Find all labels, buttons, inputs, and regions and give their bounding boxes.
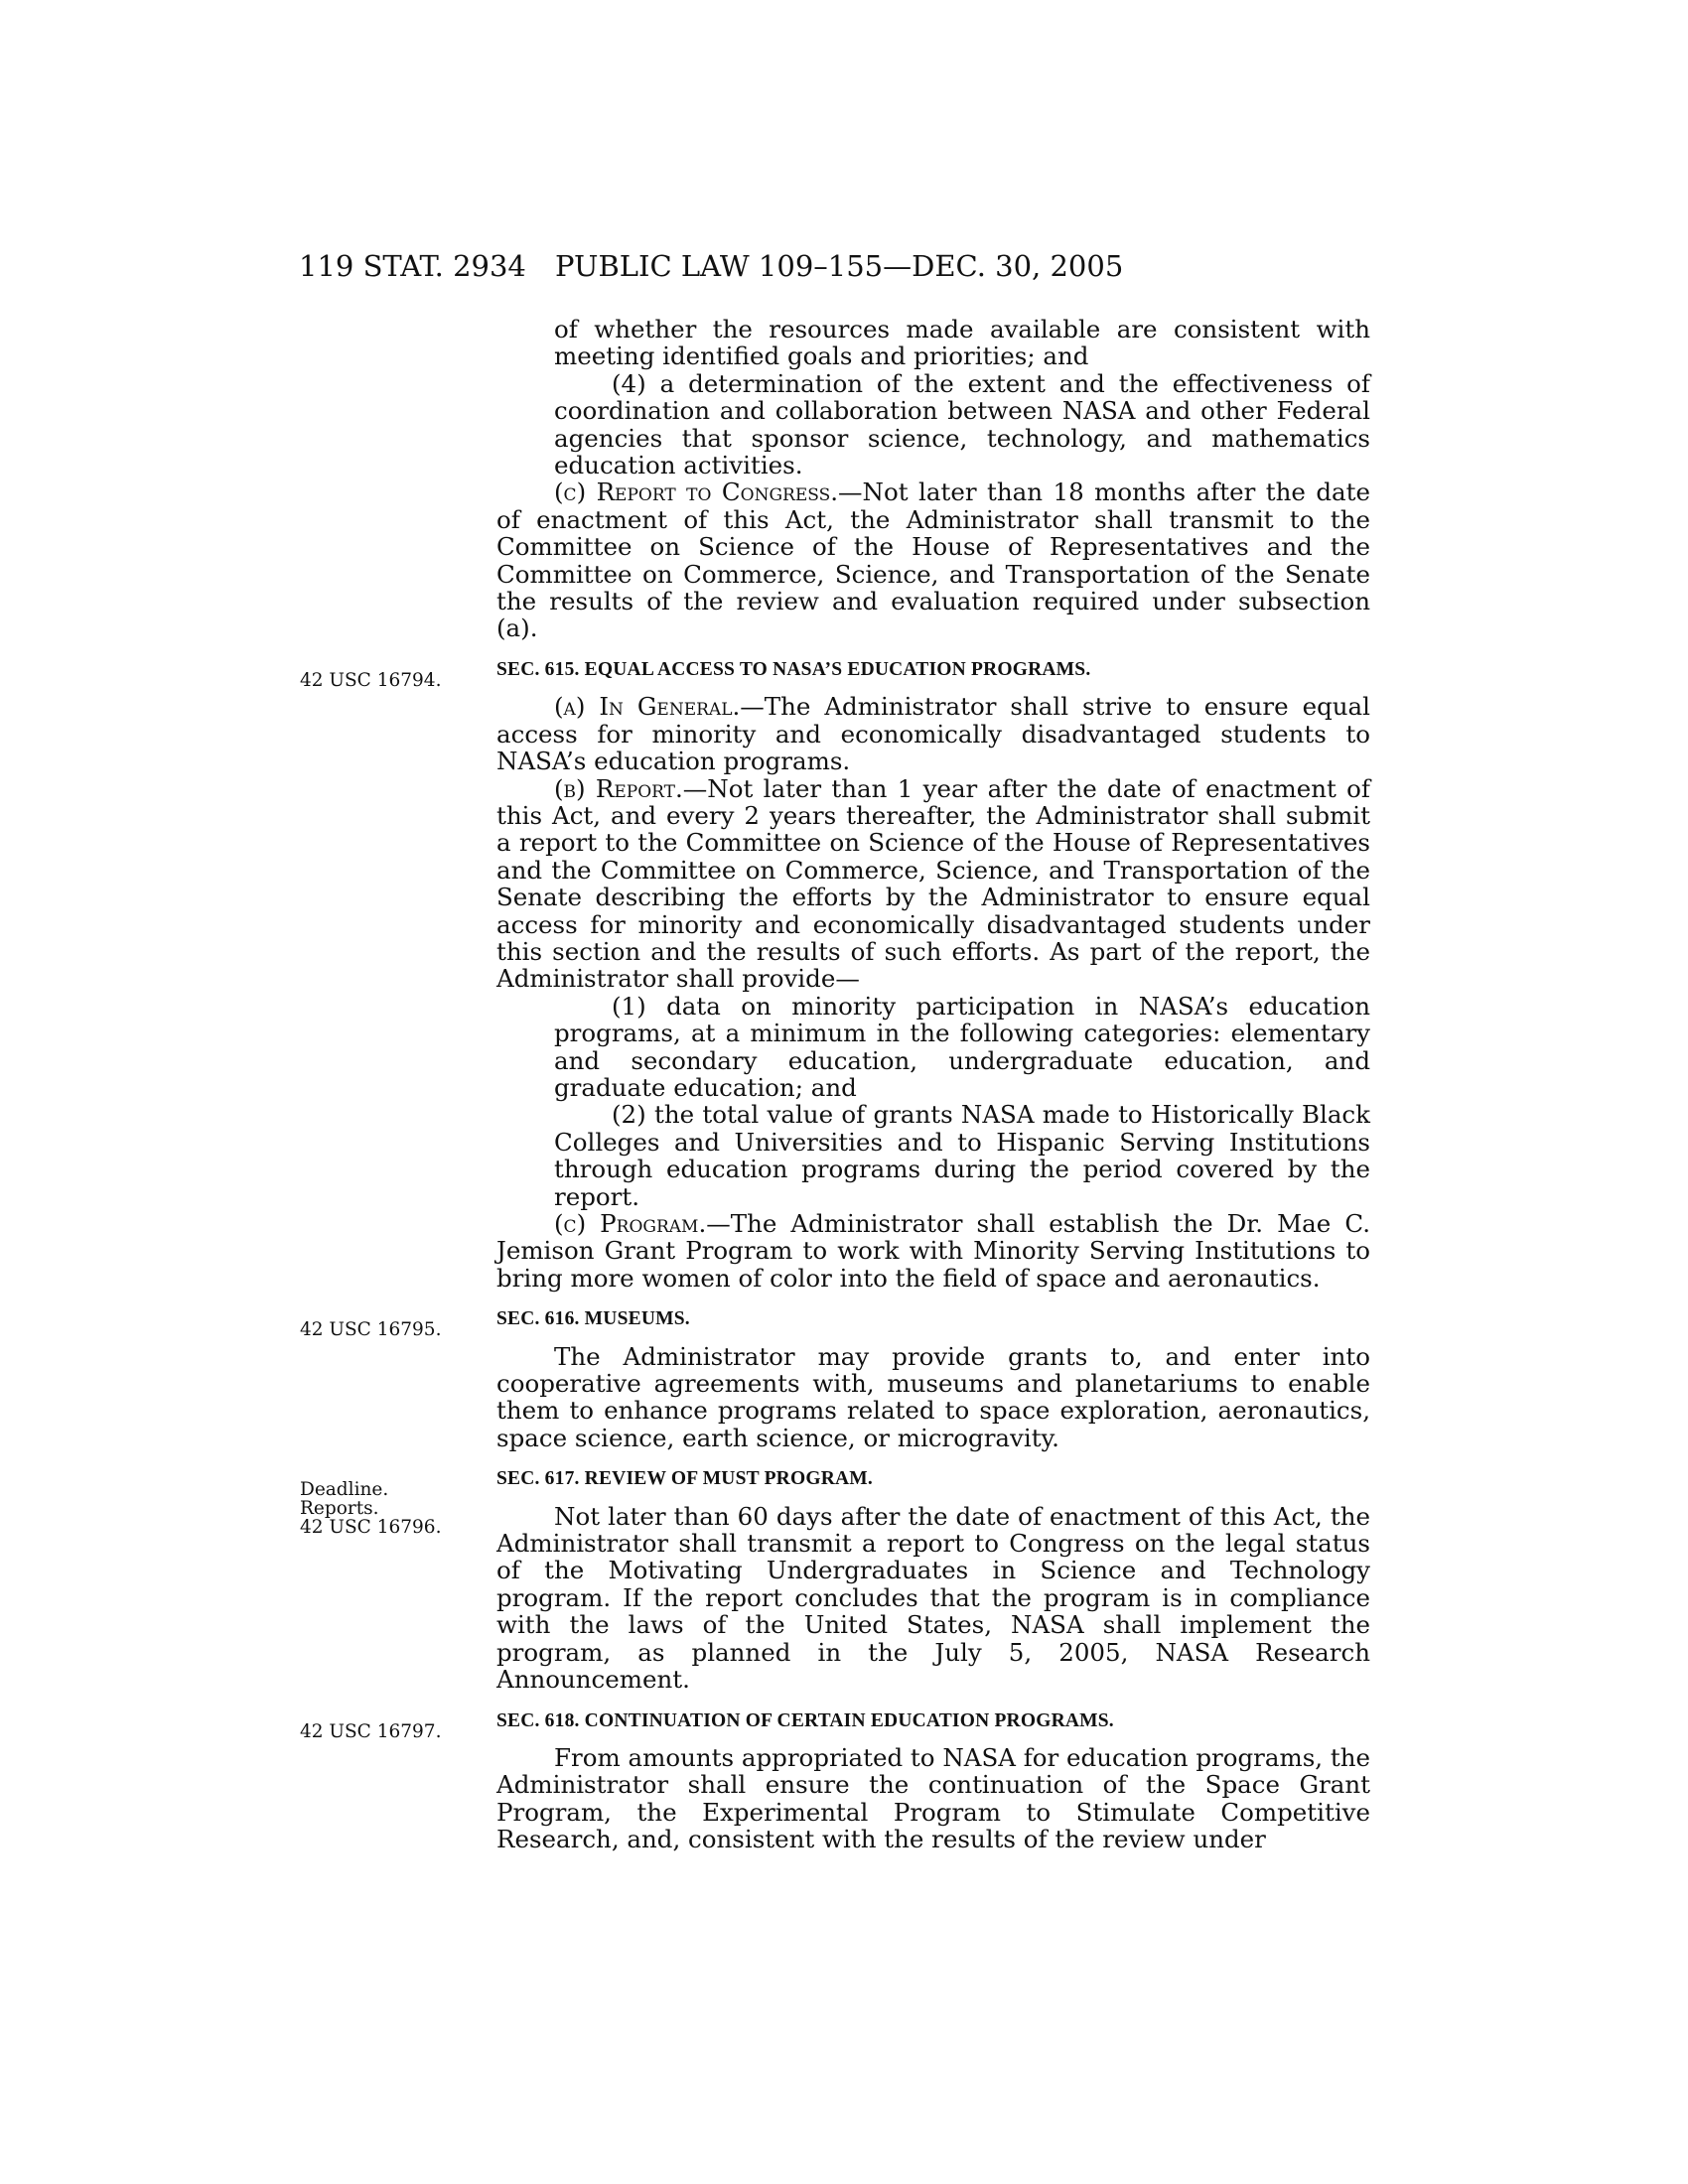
section-615-b <box>496 775 1370 993</box>
subsection-c-text: —The Administrator shall establish the Dr. Mae C. Jemison Grant Program to work with Minority Serving Institutions to bring more women of color into the field of space and aeronautics. <box>496 1209 1370 1293</box>
section-615-margin-note <box>300 671 459 690</box>
intro-continuation: of whether the resources made available are consistent with meeting identified goals and priorities; and <box>554 315 1370 371</box>
subsection-b-heading: (b) Report. <box>554 773 683 803</box>
section-618 <box>300 1707 1370 1854</box>
section-618-text: From amounts appropriated to NASA for education programs, the Administrator shall ensure the continuation of the Space Grant Program, the Experimental Program to Stimulate Competitive Research, and, consistent with the results of the review under <box>496 1742 1370 1854</box>
intro-subsection-c <box>496 478 1370 641</box>
subsection-a-text: —The Administrator shall strive to ensure equal access for minority and economically disadvantaged students to NASA’s education programs. <box>496 692 1370 776</box>
subsection-c-heading: (c) Report to Congress. <box>554 478 839 507</box>
section-615-heading: SEC. 615. EQUAL ACCESS TO NASA’S EDUCATION PROGRAMS. <box>496 658 1091 680</box>
section-618-margin-note <box>300 1722 459 1741</box>
section-617 <box>300 1465 1370 1695</box>
deadline-note: Deadline. <box>300 1479 389 1501</box>
section-617-text: Not later than 60 days after the date of enactment of this Act, the Administrator shall transmit a report to Congress on the legal status of the Motivating Undergraduates in Science and Technology program. If the report concludes that the program is in compliance with the laws of the United States, NASA shall implement the program, as planned in the July 5, 2005, NASA Research Announcement. <box>496 1501 1370 1695</box>
section-615-a <box>496 693 1370 774</box>
stat-citation: 119 STAT. 2934 <box>299 249 526 283</box>
usc-citation: 42 USC 16794. <box>300 669 442 691</box>
section-615-b-1: (1) data on minority participation in NASA’s education programs, at a minimum in the following categories: elementary and secondary education, undergraduate education, and graduate education; and <box>554 991 1370 1102</box>
section-616-margin-note <box>300 1320 459 1339</box>
usc-citation: 42 USC 16795. <box>300 1319 442 1341</box>
reports-note: Reports. <box>300 1498 379 1520</box>
section-618-heading: SEC. 618. CONTINUATION OF CERTAIN EDUCATION PROGRAMS. <box>496 1709 1114 1731</box>
section-617-margin-note <box>300 1480 459 1537</box>
section-616 <box>300 1305 1370 1452</box>
subsection-a-heading: (a) In General. <box>554 692 741 722</box>
section-615-b-2: (2) the total value of grants NASA made to Historically Black Colleges and Universities and to Hispanic Serving Institutions through education programs during the period covered by the report. <box>554 1100 1370 1211</box>
body-column <box>300 315 1371 1854</box>
section-616-text: The Administrator may provide grants to, and enter into cooperative agreements with, museums and planetariums to enable them to enhance programs related to space exploration, aeronautics, space science, earth science, or microgravity. <box>496 1341 1370 1452</box>
intro-item-4: (4) a determination of the extent and the effectiveness of coordination and collaboration between NASA and other Federal agencies that sponsor science, technology, and mathematics education activities. <box>554 368 1370 480</box>
page-header <box>299 246 1391 286</box>
subsection-c-text: —Not later than 18 months after the date of enactment of this Act, the Administrator shall transmit to the Committee on Science of the House of Representatives and the Committee on Commerce, Science, and Transportation of the Senate the results of the review and evaluation required under subsection (a). <box>496 478 1371 643</box>
section-616-heading: SEC. 616. MUSEUMS. <box>496 1308 690 1330</box>
section-615-c <box>496 1210 1370 1292</box>
subsection-c-heading: (c) Program. <box>554 1209 707 1238</box>
law-title: PUBLIC LAW 109–155—DEC. 30, 2005 <box>555 249 1124 283</box>
section-615 <box>300 656 1370 1293</box>
section-617-heading: SEC. 617. REVIEW OF MUST PROGRAM. <box>496 1468 873 1490</box>
usc-citation: 42 USC 16797. <box>300 1720 442 1742</box>
usc-citation: 42 USC 16796. <box>300 1517 442 1539</box>
subsection-b-text: —Not later than 1 year after the date of enactment of this Act, and every 2 years thereafter, the Administrator shall submit a report to the Committee on Science of the House of Representatives and the Committee on Commerce, Science, and Transportation of the Senate describing the efforts by the Administrator to ensure equal access for minority and economically disadvantaged students under this section and the results of such efforts. As part of the report, the Administrator shall provide— <box>496 773 1370 994</box>
